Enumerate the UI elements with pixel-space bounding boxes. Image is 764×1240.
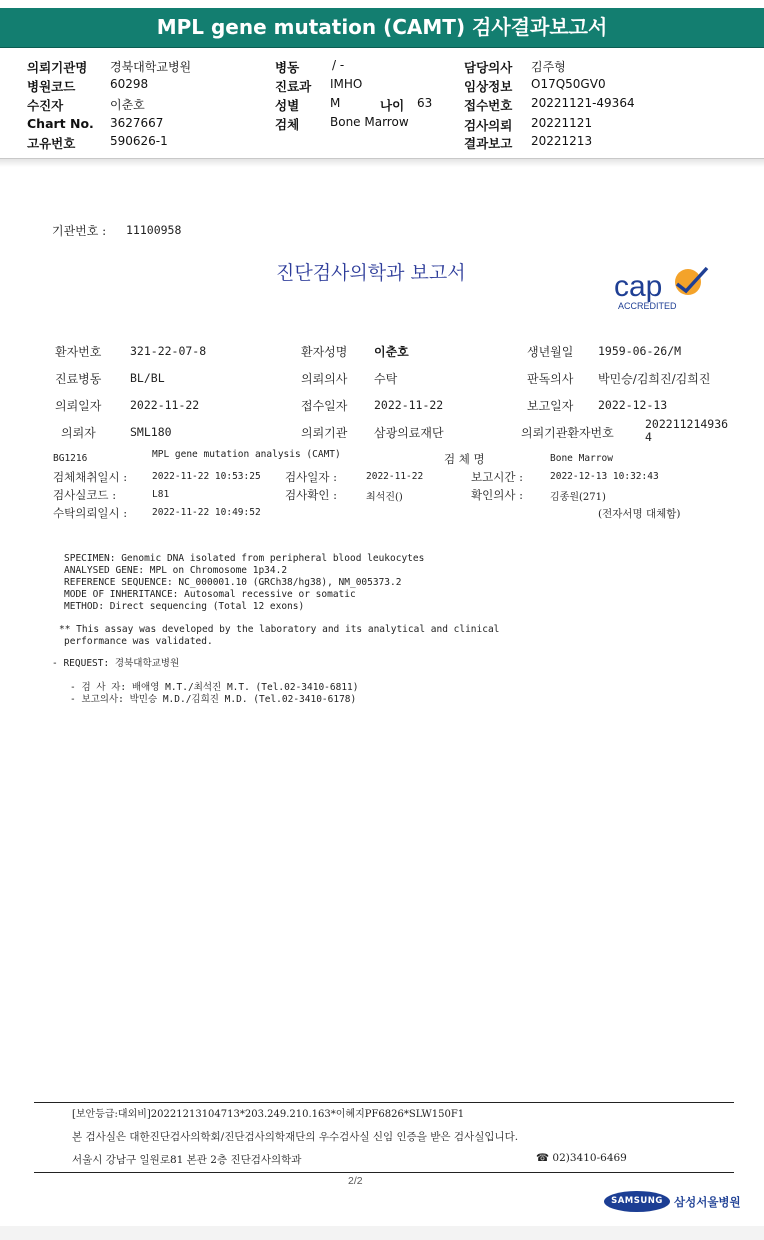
exam-date-label: 검사일자 : <box>285 470 337 484</box>
ordering-doc: 수탁 <box>374 372 398 386</box>
age-label: 나이 <box>380 98 405 113</box>
confirm-doc-label: 확인의사 : <box>471 488 523 502</box>
reference-line: REFERENCE SEQUENCE: NC_000001.10 (GRCh38/hg38), NM_005373.2 <box>64 577 402 588</box>
request-line: - REQUEST: 경북대학교병원 <box>52 658 180 669</box>
ward-value: / - <box>332 58 345 72</box>
clinical-label: 임상정보 <box>464 79 513 94</box>
examinee-label: 수진자 <box>27 98 64 113</box>
footer-separator <box>34 1172 734 1173</box>
specimen-value: Bone Marrow <box>330 115 409 129</box>
report-title: 진단검사의학과 보고서 <box>276 262 466 284</box>
req-org-label: 의뢰기관 <box>301 426 348 440</box>
report-time-label: 보고시간 : <box>471 470 523 484</box>
unique-no-value: 590626-1 <box>110 134 168 148</box>
clinical-value: O17Q50GV0 <box>531 77 606 91</box>
specimen-doc: Bone Marrow <box>550 453 613 464</box>
doctor-label: 담당의사 <box>464 60 513 75</box>
samsung-logo: SAMSUNG <box>604 1191 670 1212</box>
consign-time: 2022-11-22 10:49:52 <box>152 507 261 518</box>
ward-label-doc: 진료병동 <box>55 372 102 386</box>
requester: SML180 <box>130 425 172 439</box>
ward-doc: BL/BL <box>130 371 165 385</box>
confirm-doc: 김종원(271) <box>550 492 606 503</box>
hospital-code-label: 병원코드 <box>27 79 76 94</box>
note-line-1: ** This assay was developed by the laboratory and its analytical and clinical <box>59 624 500 635</box>
sex-label: 성별 <box>275 98 300 113</box>
age-value: 63 <box>417 96 433 110</box>
hospital-code-value: 60298 <box>110 77 149 91</box>
receipt-label: 접수번호 <box>464 98 513 113</box>
req-org-patient: 2022112149364 <box>645 417 729 444</box>
specimen-label: 검체 <box>275 117 300 132</box>
reading-doc: 박민승/김희진/김희진 <box>598 372 711 386</box>
institution-label: 의뢰기관명 <box>27 60 88 75</box>
dept-value: IMHO <box>330 77 363 91</box>
page-number: 2/2 <box>348 1175 363 1187</box>
address-line: 서울시 강남구 일원로81 본관 2층 진단검사의학과 <box>72 1154 302 1166</box>
institution-value: 경북대학교병원 <box>110 60 192 74</box>
patient-name-label: 환자성명 <box>301 345 348 359</box>
result-value: 20221213 <box>531 134 593 148</box>
test-code: BG1216 <box>53 453 88 464</box>
reading-label: 판독의사 <box>527 372 574 386</box>
ordering-label: 의뢰의사 <box>301 372 348 386</box>
confirm-person: 최석진() <box>366 492 403 503</box>
patient-no: 321-22-07-8 <box>130 344 207 358</box>
receive-date-label: 접수일자 <box>301 399 348 413</box>
cap-logo-text: cap <box>614 270 663 303</box>
req-org: 삼광의료재단 <box>374 426 444 440</box>
request-label: 검사의뢰 <box>464 118 513 133</box>
exam-date: 2022-11-22 <box>366 471 424 482</box>
ward-label: 병동 <box>275 60 300 75</box>
footer-top-line <box>34 1102 734 1103</box>
dept-label: 진료과 <box>275 79 312 94</box>
inheritance-line: MODE OF INHERITANCE: Autosomal recessive or somatic <box>64 589 356 600</box>
tester-line: - 검 사 자: 배애영 M.T./최석진 M.T. (Tel.02-3410-6811) <box>70 682 359 693</box>
receipt-value: 20221121-49364 <box>531 96 635 110</box>
report-date-label: 보고일자 <box>527 399 574 413</box>
requester-label: 의뢰자 <box>61 426 96 440</box>
certification-line: 본 검사실은 대한진단검사의학회/진단검사의학재단의 우수검사실 신임 인증을 받은 검사실입니다. <box>72 1131 519 1143</box>
chart-no-value: 3627667 <box>110 116 164 130</box>
report-date: 2022-12-13 <box>598 398 668 412</box>
security-line: [보안등급:대외비]20221213104713*203.249.210.163*이혜지PF6826*SLW150F1 <box>72 1109 465 1120</box>
patient-no-label: 환자번호 <box>55 345 102 359</box>
room-label: 검사실코드 : <box>53 488 117 502</box>
confirm-label: 검사확인 : <box>285 488 337 502</box>
header-shadow <box>0 159 764 167</box>
dob: 1959-06-26/M <box>598 344 682 358</box>
room-code: L81 <box>152 489 170 500</box>
sex-value: M <box>330 96 341 110</box>
agency-label: 기관번호 : <box>52 224 107 238</box>
report-header-title: MPL gene mutation (CAMT) 검사결과보고서 <box>0 8 764 47</box>
chart-no-label: Chart No. <box>27 116 94 131</box>
req-org-patient-label: 의뢰기관환자번호 <box>521 426 614 440</box>
reporter-line: - 보고의사: 박민승 M.D./김희진 M.D. (Tel.02-3410-6178) <box>70 694 357 705</box>
examinee-value: 이춘호 <box>110 98 145 112</box>
specimen-line: SPECIMEN: Genomic DNA isolated from peripheral blood leukocytes <box>64 553 425 564</box>
method-line: METHOD: Direct sequencing (Total 12 exons) <box>64 601 305 612</box>
phone-line: ☎ 02)3410-6469 <box>536 1152 627 1164</box>
request-date-label: 의뢰일자 <box>55 399 102 413</box>
bottom-strip <box>0 1226 764 1240</box>
consign-label: 수탁의뢰일시 : <box>53 506 128 520</box>
specimen-label-doc: 검 체 명 <box>444 452 485 466</box>
esign-note: (전자서명 대체함) <box>598 508 681 520</box>
result-label: 결과보고 <box>464 136 513 151</box>
dob-label: 생년월일 <box>527 345 574 359</box>
patient-name: 이춘호 <box>374 345 409 359</box>
cap-accredited-logo <box>612 264 712 312</box>
request-date: 2022-11-22 <box>130 398 200 412</box>
note-line-2: performance was validated. <box>64 636 213 647</box>
unique-no-label: 고유번호 <box>27 136 76 151</box>
receive-date: 2022-11-22 <box>374 398 444 412</box>
gene-line: ANALYSED GENE: MPL on Chromosome 1p34.2 <box>64 565 288 576</box>
test-name: MPL gene mutation analysis (CAMT) <box>152 449 341 460</box>
collect-label: 검체채취일시 : <box>53 470 128 484</box>
hospital-name: 삼성서울병원 <box>674 1195 741 1209</box>
agency-no: 11100958 <box>126 223 182 237</box>
title-bar <box>0 0 764 48</box>
report-time: 2022-12-13 10:32:43 <box>550 471 659 482</box>
doctor-value: 김주형 <box>531 60 566 74</box>
request-value: 20221121 <box>531 116 593 130</box>
cap-accredited-text: ACCREDITED <box>618 301 677 311</box>
collect-time: 2022-11-22 10:53:25 <box>152 471 261 482</box>
